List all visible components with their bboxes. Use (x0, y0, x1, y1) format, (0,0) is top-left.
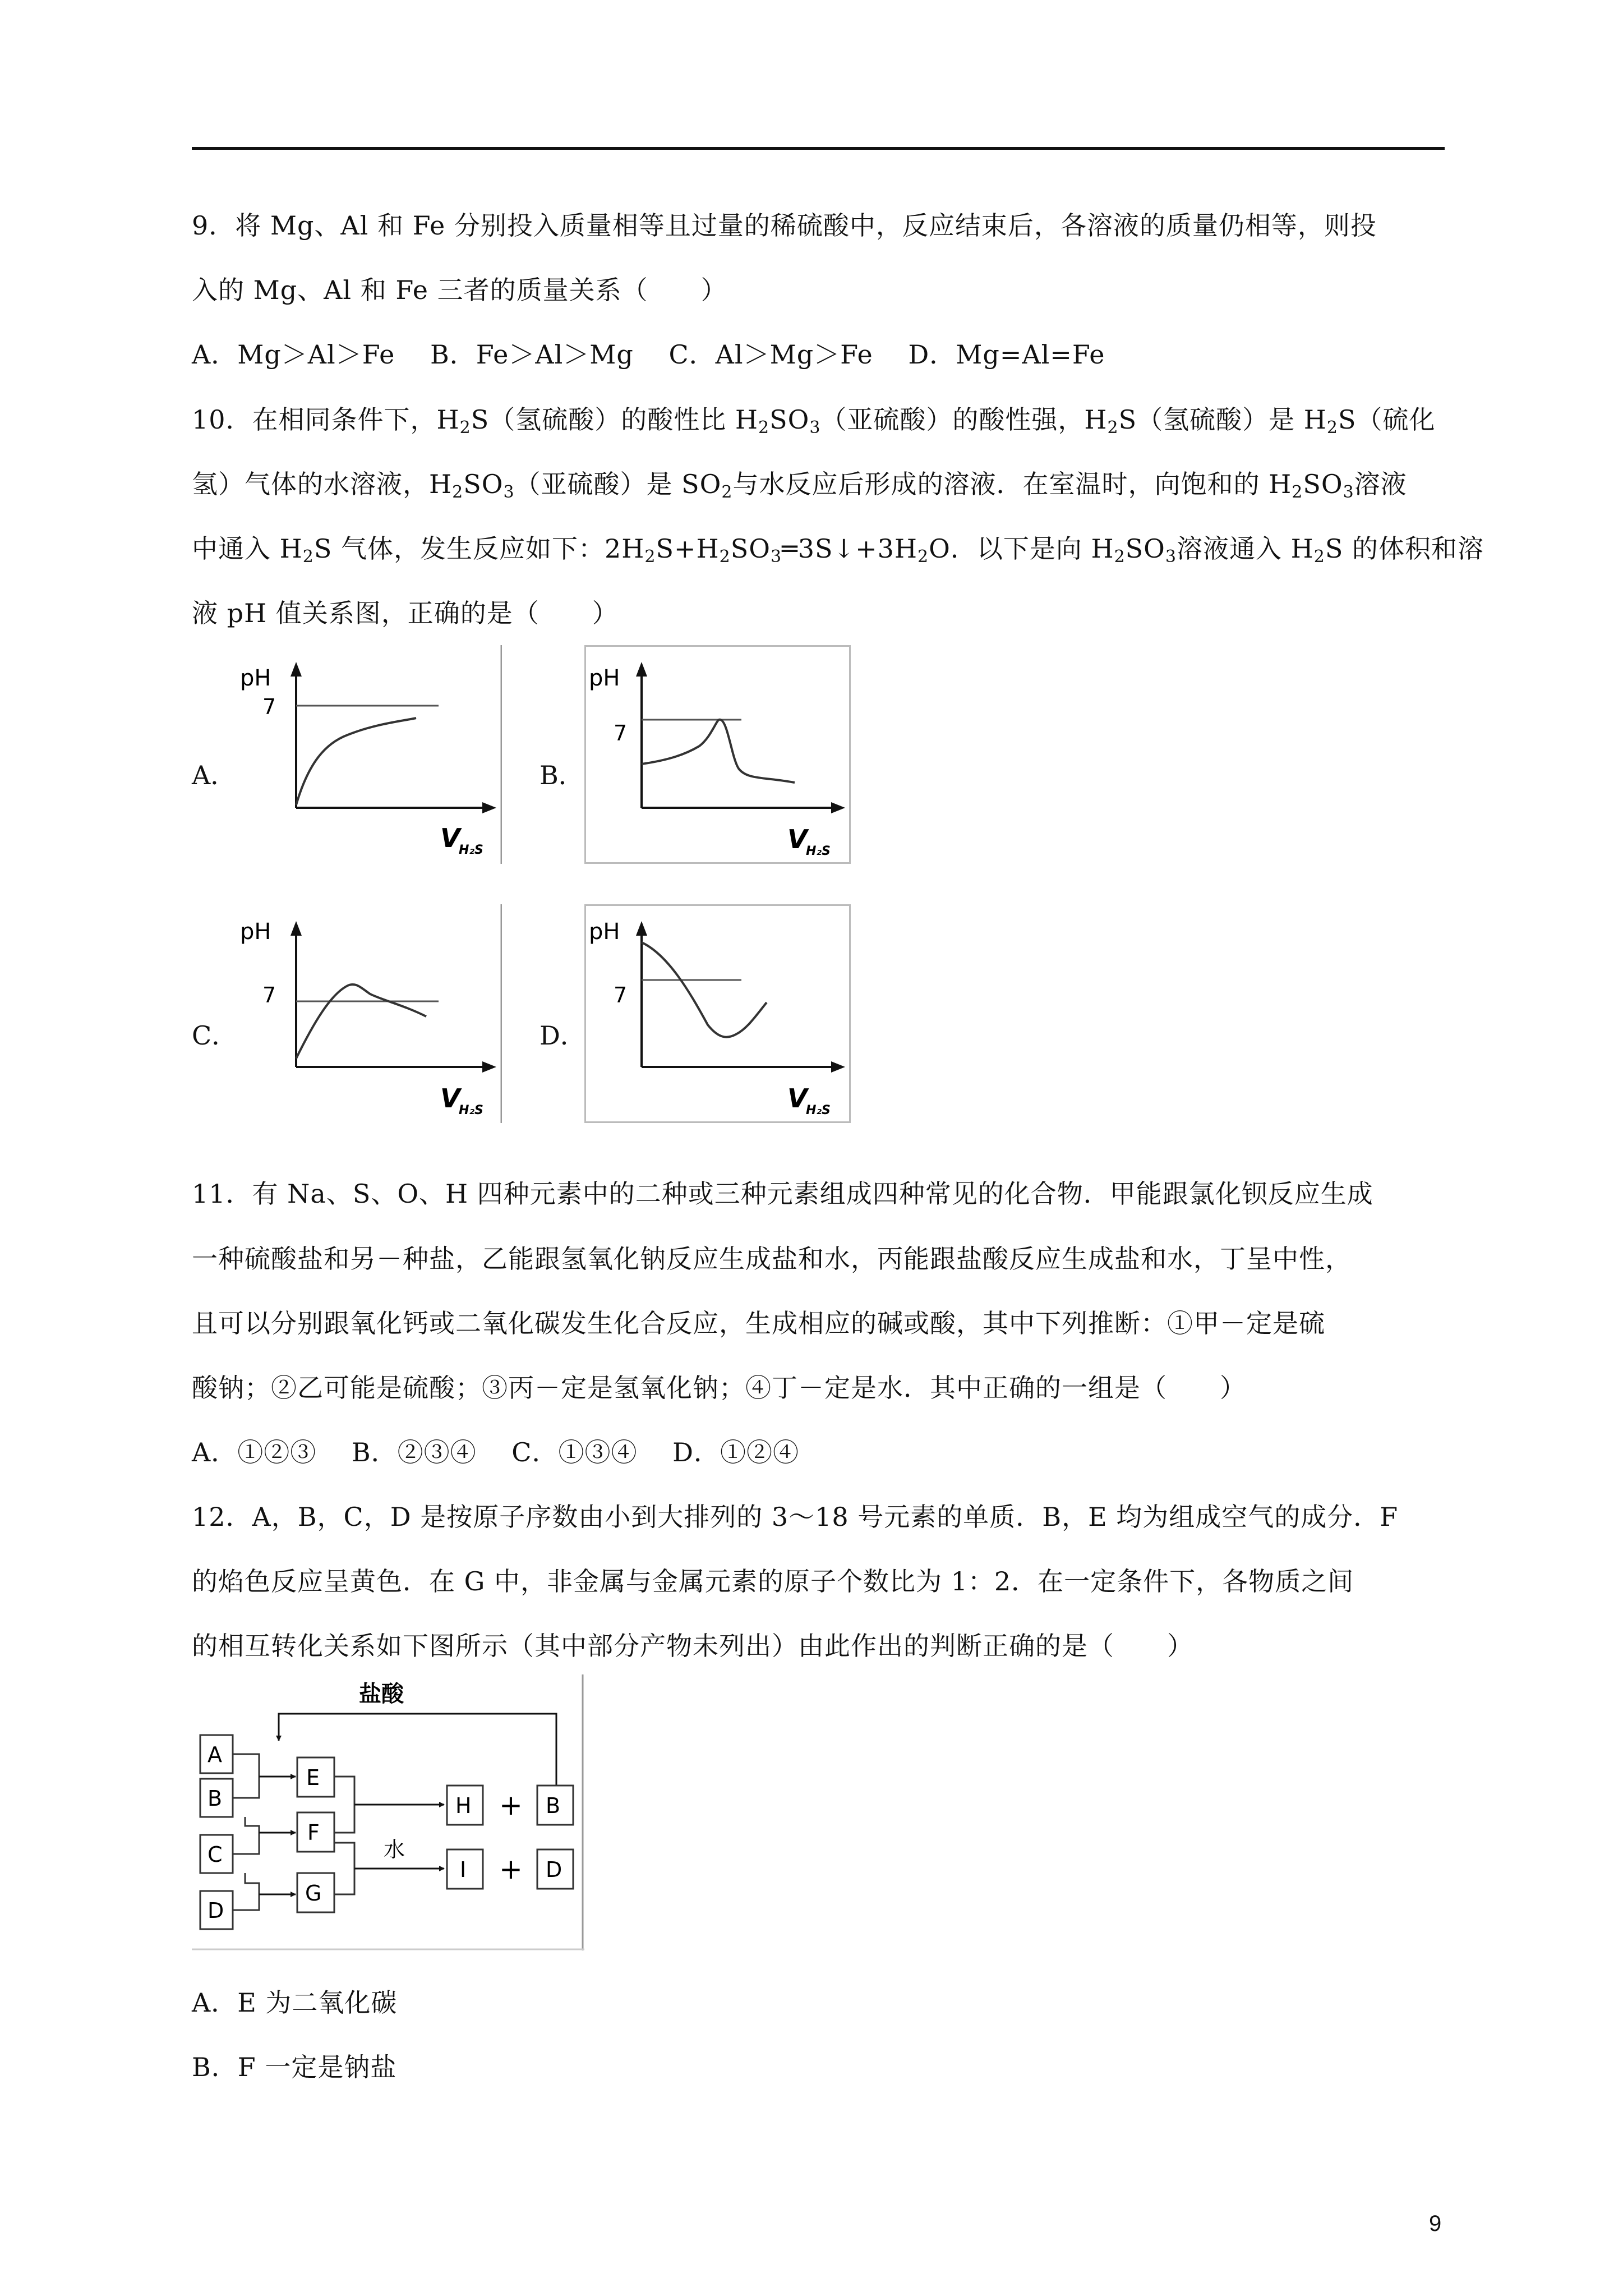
q9-options: A．Mg＞Al＞Fe B．Fe＞Al＞Mg C．Al＞Mg＞Fe D．Mg=Al=Fe (192, 339, 1105, 370)
q12-text-line1: 12．A，B，C，D 是按原子序数由小到大排列的 3～18 号元素的单质．B，E 均为组成空气的成分．F (192, 1502, 1399, 1532)
box-e-label: E (306, 1765, 320, 1790)
q10-option-d-label: D． (540, 1020, 586, 1051)
box-d-label: D (208, 1898, 224, 1923)
diagram-water-label: 水 (384, 1837, 405, 1862)
graph-d-tick-7: 7 (614, 983, 628, 1007)
q10-option-b-label: B． (540, 760, 584, 790)
q12-option-b: B．F 一定是钠盐 (192, 2052, 397, 2082)
box-a-label: A (208, 1742, 222, 1767)
graph-c-x-sub: H₂S (459, 1103, 483, 1117)
q10-text-line4: 液 pH 值关系图，正确的是（ ） (192, 598, 619, 628)
q10-option-c-label: C． (192, 1020, 238, 1051)
graph-c-tick-7: 7 (262, 983, 276, 1007)
graph-b-x-sub: H₂S (806, 844, 831, 858)
q10-graph-d (584, 904, 851, 1123)
box-i-label: I (460, 1857, 467, 1882)
box-h-label: H (455, 1793, 472, 1818)
q11-text-line1: 11．有 Na、S、O、H 四种元素中的二种或三种元素组成四种常见的化合物．甲能跟氯化钡反应生成 (192, 1179, 1373, 1209)
q10-text-line2: 氢）气体的水溶液，$H_2SO_3$（亚硫酸）是 $SO_2$与水反应后形成的溶液．在室温时，向饱和的 $H_2SO_3$溶液 (192, 469, 1407, 502)
header-rule (192, 147, 1445, 150)
graph-b-tick-7: 7 (614, 721, 628, 746)
q10-graph-b (584, 645, 851, 864)
q10-option-a-label: A． (192, 760, 237, 790)
box-d-product-label: D (546, 1857, 562, 1882)
page-number: 9 (1429, 2211, 1442, 2236)
q10-graph-c (236, 904, 502, 1123)
graph-b-x-label: V (787, 824, 808, 854)
q10-text-line1: 10．在相同条件下，$H_2S$（氢硫酸）的酸性比 $H_2SO_3$（亚硫酸）的酸性强，$H_2S$（氢硫酸）是 $H_2S$（硫化 (192, 404, 1436, 438)
diagram-acid-label: 盐酸 (359, 1681, 404, 1707)
q12-text-line2: 的焰色反应呈黄色．在 G 中，非金属与金属元素的原子个数比为 1：2．在一定条件下，各物质之间 (192, 1566, 1354, 1596)
box-b-label: B (208, 1786, 223, 1811)
box-c-label: C (208, 1842, 223, 1867)
q10-text-line3: 中通入 $H_2S$ 气体，发生反应如下：$2H_2S+H_2SO_3═3S↓+3H_2O$．以下是向 $H_2SO_3$溶液通入 $H_2S$ 的体积和溶 (192, 533, 1484, 567)
graph-d-y-label: pH (589, 919, 620, 945)
box-f-label: F (307, 1820, 320, 1845)
plus-sign-1: + (499, 1789, 523, 1821)
q11-text-line2: 一种硫酸盐和另－种盐，乙能跟氢氧化钠反应生成盐和水，丙能跟盐酸反应生成盐和水，丁呈中性， (192, 1244, 1352, 1274)
q9-text-line2: 入的 Mg、Al 和 Fe 三者的质量关系（ ） (192, 275, 727, 305)
q12-text-line3: 的相互转化关系如下图所示（其中部分产物未列出）由此作出的判断正确的是（ ） (192, 1631, 1193, 1661)
graph-d-x-sub: H₂S (806, 1103, 831, 1117)
box-g-label: G (305, 1881, 322, 1906)
graph-c-y-label: pH (240, 919, 271, 945)
q9-text-line1: 9．将 Mg、Al 和 Fe 分别投入质量相等且过量的稀硫酸中，反应结束后，各溶液的质量仍相等，则投 (192, 210, 1377, 241)
q11-text-line3: 且可以分别跟氧化钙或二氧化碳发生化合反应，生成相应的碱或酸，其中下列推断：①甲－定是硫 (192, 1308, 1325, 1338)
q12-reaction-diagram (192, 1674, 584, 1950)
box-b-product-label: B (546, 1793, 561, 1818)
graph-a-x-sub: H₂S (459, 843, 483, 857)
q10-graph-a (236, 645, 502, 864)
q12-option-a: A．E 为二氧化碳 (192, 1987, 398, 2018)
q11-options: A．①②③ B．②③④ C．①③④ D．①②④ (192, 1437, 799, 1467)
graph-d-x-label: V (787, 1083, 808, 1114)
graph-b-y-label: pH (589, 665, 620, 691)
graph-a-tick-7: 7 (262, 694, 276, 719)
q11-text-line4: 酸钠；②乙可能是硫酸；③丙－定是氢氧化钠；④丁－定是水．其中正确的一组是（ ） (192, 1373, 1246, 1403)
graph-a-y-label: pH (240, 665, 271, 691)
graph-a-x-label: V (440, 823, 460, 853)
graph-c-x-label: V (440, 1083, 460, 1114)
plus-sign-2: + (499, 1853, 523, 1885)
